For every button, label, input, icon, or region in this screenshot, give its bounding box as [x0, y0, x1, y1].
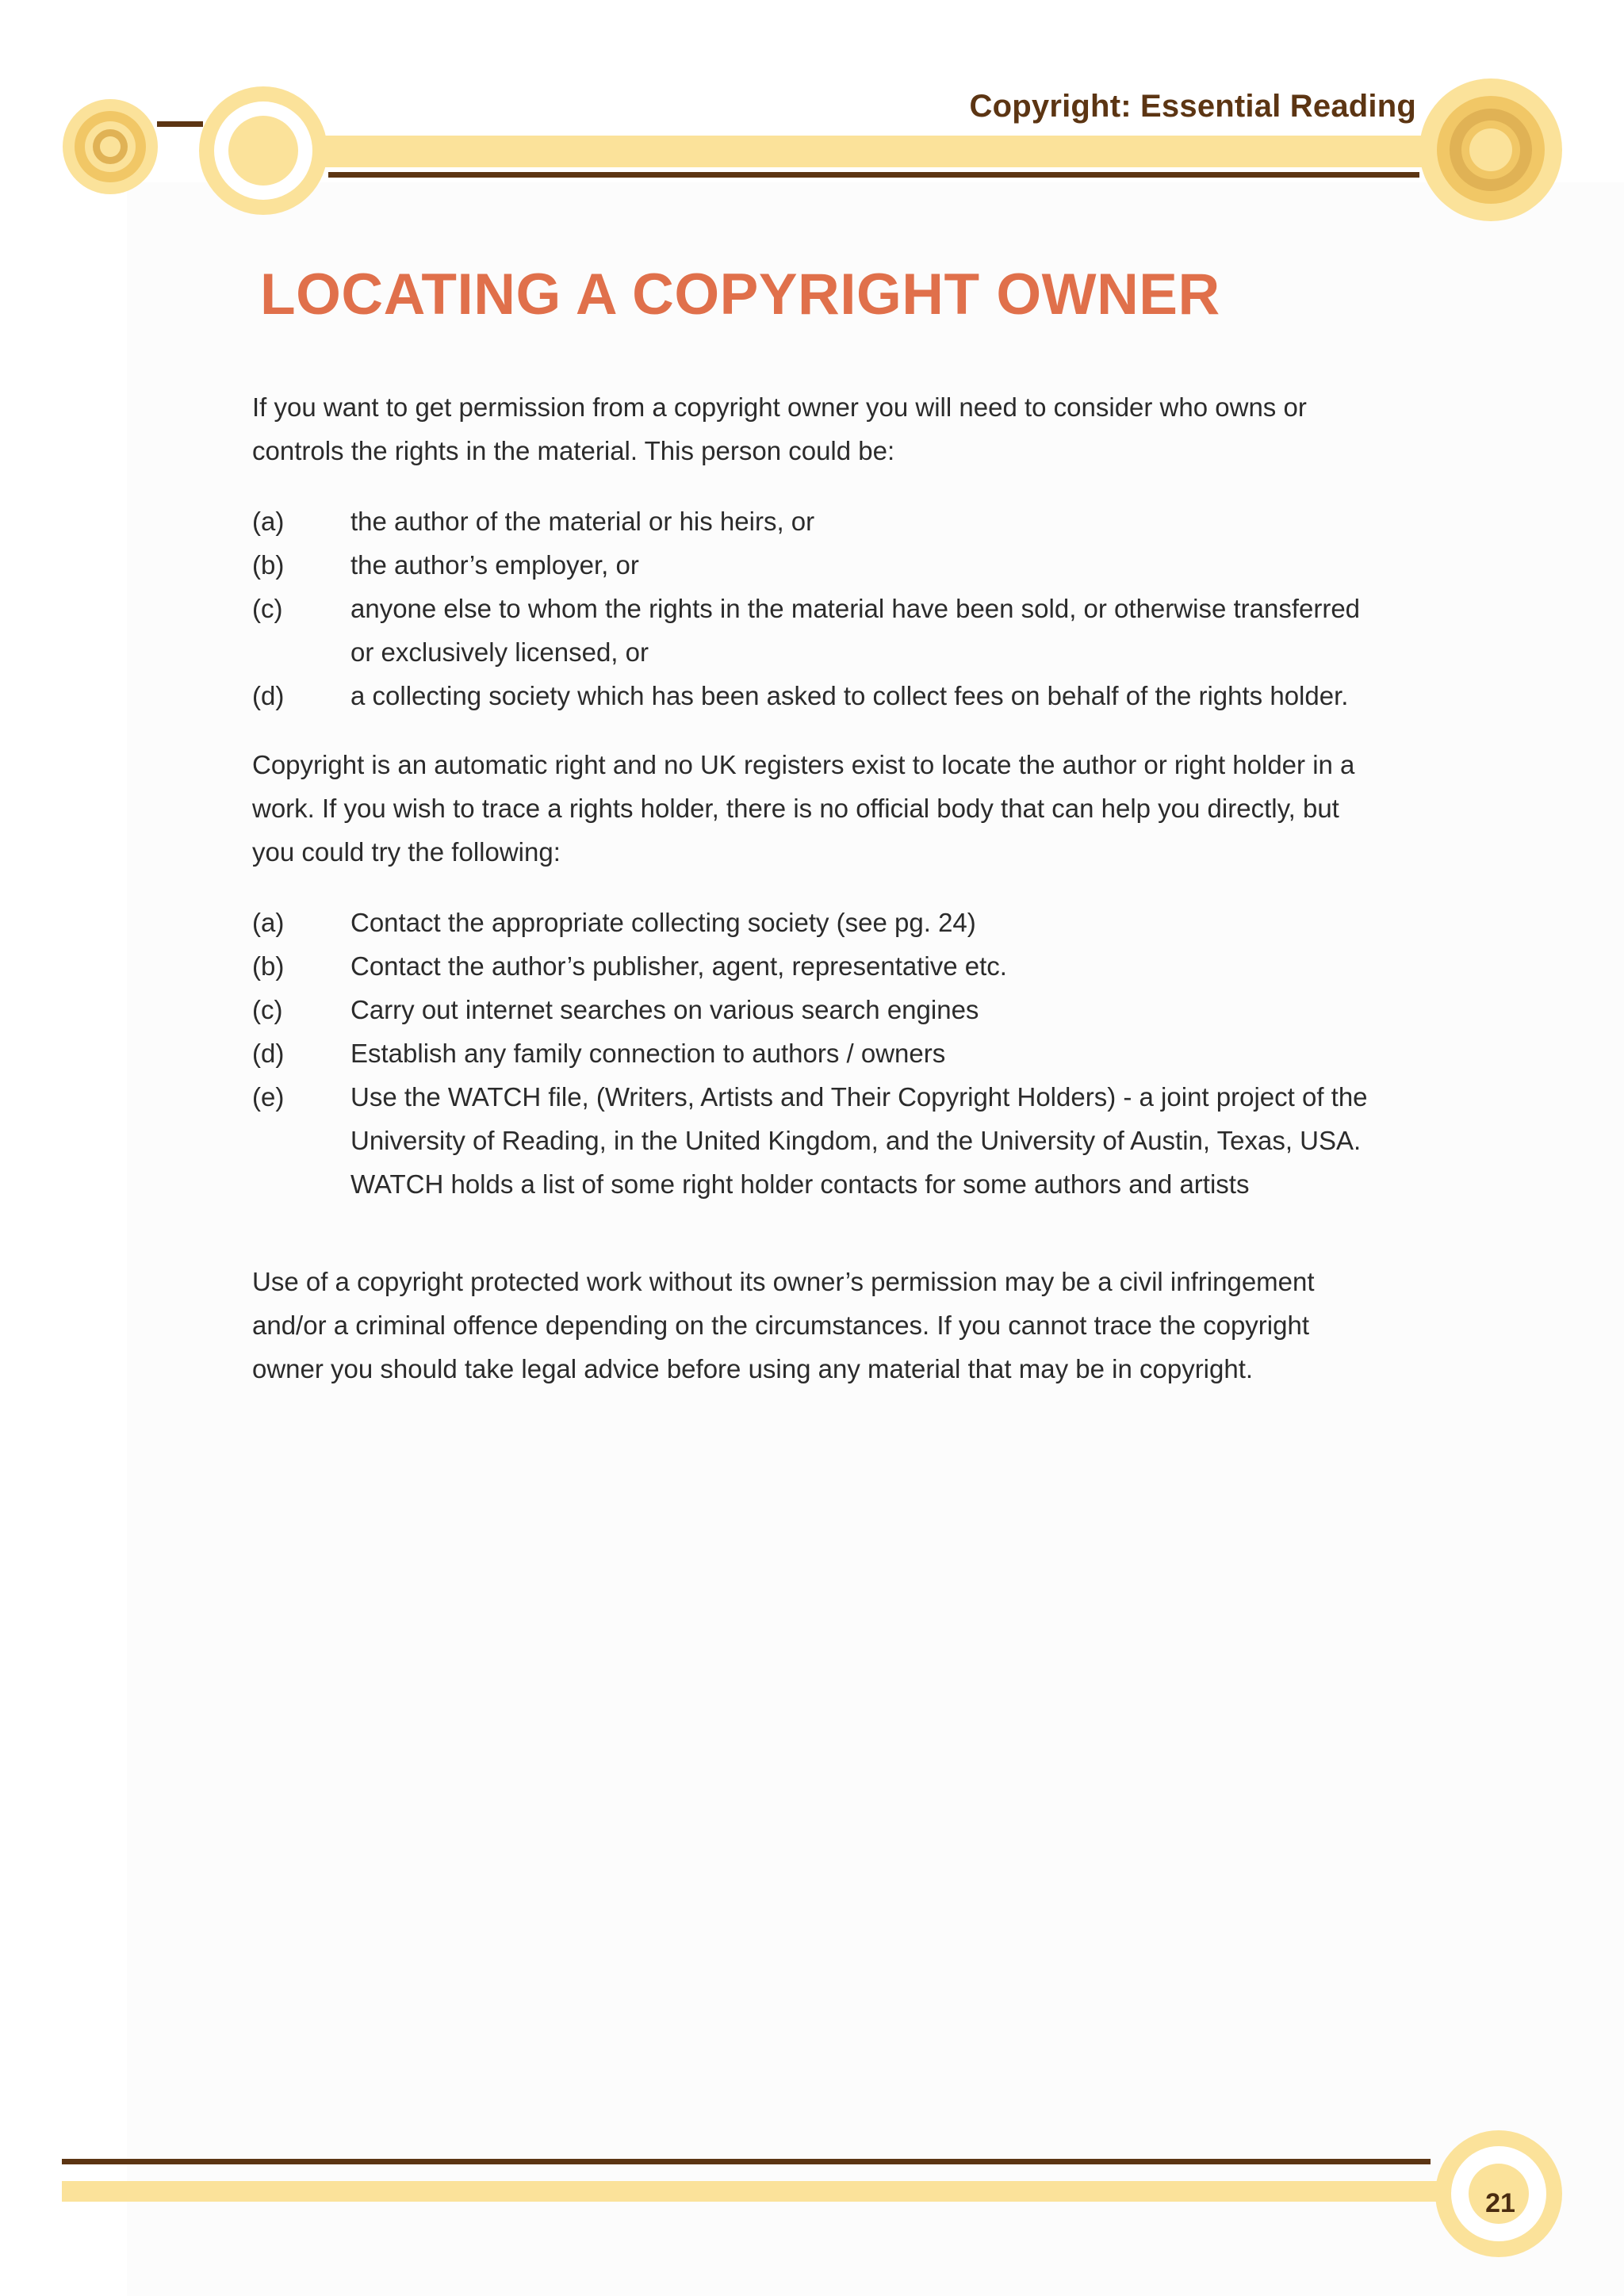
page-title: LOCATING A COPYRIGHT OWNER — [260, 262, 1220, 327]
owners-list — [252, 499, 1378, 718]
list-item-text: Carry out internet searches on various search engines — [350, 995, 979, 1024]
footer-rule — [62, 2159, 1431, 2164]
list-item-text: anyone else to whom the rights in the material have been sold, or otherwise transferred or exclusively licensed, or — [350, 594, 1361, 667]
list-item-text: the author’s employer, or — [350, 550, 639, 580]
list-item-text: the author of the material or his heirs, or — [350, 507, 815, 536]
list-item — [252, 499, 1378, 543]
list-marker: (b) — [252, 550, 285, 580]
list-item — [252, 944, 1378, 988]
list-item-text: Establish any family connection to authors / owners — [350, 1039, 946, 1068]
list-item-text: a collecting society which has been asked to collect fees on behalf of the rights holder. — [350, 681, 1349, 710]
header-dash — [157, 121, 203, 127]
list-item — [252, 674, 1378, 718]
tracing-list — [252, 901, 1378, 1206]
list-item — [252, 1075, 1378, 1206]
list-item — [252, 988, 1378, 1031]
list-marker: (b) — [252, 951, 285, 981]
right-bullseye-icon — [1419, 78, 1562, 221]
page-number: 21 — [1485, 2188, 1515, 2218]
tracing-paragraph: Copyright is an automatic right and no UK registers exist to locate the author or right holder in a work. If you wish to trace a rights holder, there is no official body that can help you directly, but you could try the following: — [252, 750, 1355, 867]
intro-paragraph: If you want to get permission from a copyright owner you will need to consider who owns or controls the rights in the material. This person could be: — [252, 392, 1307, 465]
list-marker: (d) — [252, 1039, 285, 1068]
footer-band — [62, 2181, 1465, 2202]
header-band — [262, 136, 1459, 167]
running-header: Copyright: Essential Reading — [969, 89, 1416, 124]
closing-paragraph: Use of a copyright protected work without its owner’s permission may be a civil infringement and/or a criminal offence depending on the circumstances. If you cannot trace the copyright owner you should take legal advice before using any material that may be in copyright. — [252, 1267, 1315, 1383]
list-marker: (a) — [252, 507, 285, 536]
list-marker: (c) — [252, 995, 283, 1024]
list-marker: (a) — [252, 908, 285, 937]
list-item-text: Use the WATCH file, (Writers, Artists and Their Copyright Holders) - a joint project of the University of Reading, in the United Kingdom, and the University of Austin, Texas, USA. WATCH holds a list of some right holder contacts for some authors and artists — [350, 1082, 1368, 1199]
header-ring-icon — [199, 86, 327, 215]
left-bullseye-icon — [63, 99, 158, 194]
list-item-text: Contact the author’s publisher, agent, representative etc. — [350, 951, 1007, 981]
list-marker: (d) — [252, 681, 285, 710]
list-item — [252, 543, 1378, 587]
body-content — [252, 385, 1378, 1391]
list-item-text: Contact the appropriate collecting society (see pg. 24) — [350, 908, 976, 937]
list-marker: (c) — [252, 594, 283, 623]
list-item — [252, 587, 1378, 674]
list-item — [252, 901, 1378, 944]
list-marker: (e) — [252, 1082, 285, 1112]
header-rule — [328, 172, 1419, 178]
list-item — [252, 1031, 1378, 1075]
